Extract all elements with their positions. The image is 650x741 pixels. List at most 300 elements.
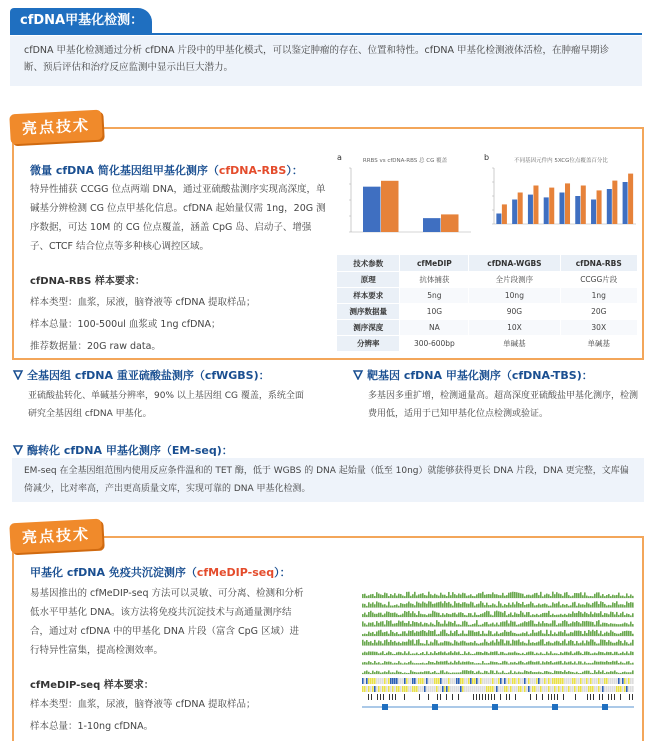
coverage-bar: [476, 663, 478, 664]
coverage-bar: [452, 663, 454, 665]
cpg-tick: [506, 694, 507, 700]
coverage-bar: [502, 593, 504, 598]
coverage-bar: [466, 662, 468, 665]
coverage-bar: [390, 662, 392, 665]
coverage-bar: [372, 602, 374, 607]
methylation-cell: [416, 678, 418, 684]
coverage-bar: [538, 595, 540, 598]
coverage-bar: [520, 604, 522, 607]
coverage-bar: [396, 604, 398, 607]
coverage-bar: [506, 673, 508, 674]
coverage-bar: [372, 671, 374, 674]
methylation-cell: [408, 686, 410, 692]
coverage-bar: [414, 654, 416, 655]
coverage-bar: [412, 639, 414, 645]
coverage-bar: [604, 604, 606, 608]
coverage-bar: [442, 595, 444, 598]
coverage-bar: [568, 652, 570, 655]
coverage-bar: [578, 631, 580, 636]
coverage-bar: [550, 661, 552, 665]
methylation-cell: [510, 678, 512, 684]
coverage-bar: [546, 623, 548, 626]
coverage-bar: [588, 604, 590, 608]
methylation-cell: [572, 686, 574, 692]
bar: [612, 181, 617, 224]
coverage-bar: [452, 644, 454, 646]
coverage-bar: [468, 630, 470, 636]
methylation-cell: [434, 686, 436, 692]
coverage-bar: [592, 640, 594, 646]
coverage-bar: [488, 663, 490, 665]
coverage-bar: [470, 642, 472, 645]
coverage-bar: [400, 622, 402, 627]
coverage-bar: [604, 662, 606, 665]
cpg-tick: [488, 694, 489, 700]
methylation-cell: [512, 678, 514, 684]
coverage-bar: [608, 605, 610, 608]
coverage-bar: [450, 604, 452, 608]
methylation-cell: [550, 678, 552, 684]
coverage-bar: [496, 671, 498, 674]
coverage-bar: [588, 671, 590, 674]
coverage-bar: [558, 623, 560, 626]
coverage-bar: [540, 640, 542, 646]
coverage-bar: [504, 596, 506, 598]
table-cell: 测序深度: [337, 320, 400, 336]
coverage-bar: [544, 613, 546, 617]
coverage-bar: [546, 661, 548, 664]
coverage-bar: [536, 605, 538, 607]
coverage-bar: [374, 625, 376, 627]
coverage-bar: [372, 651, 374, 655]
coverage-bar: [566, 663, 568, 665]
coverage-bar: [450, 651, 452, 655]
coverage-bar: [510, 644, 512, 646]
coverage-bar: [388, 662, 390, 665]
coverage-bar: [428, 592, 430, 598]
coverage-bar: [400, 594, 402, 598]
table-cell: 10ng: [469, 288, 560, 304]
methylation-cell: [524, 678, 526, 684]
coverage-bar: [536, 632, 538, 636]
coverage-bar: [626, 631, 628, 636]
coverage-bar: [502, 671, 504, 674]
methylation-cell: [596, 686, 598, 692]
bar: [559, 193, 564, 225]
methylation-cell: [470, 678, 472, 684]
coverage-bar: [592, 622, 594, 626]
gene-exon: [492, 704, 498, 710]
coverage-bar: [380, 664, 382, 665]
coverage-bar: [602, 662, 604, 665]
coverage-bar: [496, 662, 498, 664]
coverage-bar: [492, 652, 494, 655]
coverage-bar: [476, 643, 478, 645]
coverage-bar: [504, 673, 506, 674]
coverage-bar: [386, 620, 388, 626]
coverage-bar: [408, 651, 410, 655]
cpg-tick: [620, 694, 621, 700]
coverage-bar: [596, 601, 598, 607]
coverage-bar: [422, 643, 424, 645]
coverage-bar: [426, 632, 428, 636]
methylation-cell: [472, 678, 474, 684]
coverage-bar: [384, 640, 386, 645]
coverage-bar: [420, 594, 422, 598]
coverage-bar: [408, 631, 410, 636]
coverage-bar: [488, 611, 490, 617]
methylation-cell: [618, 686, 620, 692]
coverage-bar: [426, 640, 428, 645]
coverage-bar: [368, 672, 370, 674]
coverage-bar: [484, 639, 486, 645]
coverage-bar: [616, 661, 618, 665]
methylation-cell: [532, 686, 534, 692]
coverage-bar: [446, 633, 448, 636]
coverage-bar: [618, 663, 620, 665]
coverage-bar: [430, 614, 432, 617]
coverage-bar: [584, 605, 586, 608]
cpg-tick: [383, 694, 384, 700]
coverage-bar: [472, 654, 474, 655]
bar: [597, 190, 602, 224]
coverage-bar: [412, 672, 414, 674]
coverage-bar: [600, 639, 602, 645]
coverage-bar: [402, 631, 404, 636]
methylation-cell: [406, 678, 408, 684]
coverage-bar: [558, 671, 560, 674]
coverage-bar: [626, 593, 628, 598]
coverage-bar: [400, 603, 402, 607]
methylation-cell: [372, 686, 374, 692]
coverage-bar: [490, 661, 492, 664]
coverage-bar: [608, 652, 610, 655]
coverage-bar: [384, 671, 386, 674]
coverage-bar: [604, 653, 606, 655]
coverage-bar: [382, 621, 384, 626]
methylation-cell: [616, 686, 618, 692]
coverage-bar: [556, 671, 558, 674]
coverage-bar: [476, 604, 478, 607]
coverage-bar: [474, 612, 476, 617]
diamond-icon: [12, 443, 24, 455]
bar: [502, 204, 507, 224]
coverage-bar: [594, 625, 596, 627]
methylation-cell: [562, 686, 564, 692]
coverage-bar: [416, 602, 418, 608]
methylation-cell: [438, 686, 440, 692]
coverage-bar: [628, 672, 630, 674]
methylation-cell: [404, 686, 406, 692]
coverage-bar: [376, 642, 378, 645]
coverage-bar: [574, 613, 576, 617]
coverage-bar: [580, 661, 582, 664]
coverage-bar: [570, 614, 572, 617]
methylation-cell: [398, 686, 400, 692]
coverage-bar: [418, 639, 420, 645]
coverage-bar: [544, 644, 546, 646]
coverage-bar: [476, 652, 478, 655]
coverage-bar: [388, 634, 390, 636]
coverage-bar: [428, 671, 430, 674]
methylation-cell: [534, 678, 536, 684]
gene-exon: [552, 704, 558, 710]
coverage-bar: [622, 612, 624, 617]
coverage-bar: [426, 604, 428, 608]
coverage-bar: [580, 643, 582, 646]
coverage-bar: [612, 643, 614, 646]
cpg-tick: [479, 694, 480, 700]
coverage-bar: [528, 634, 530, 636]
coverage-bar: [486, 611, 488, 617]
coverage-bar: [520, 672, 522, 674]
coverage-bar: [478, 615, 480, 617]
methylation-cell: [594, 678, 596, 684]
coverage-bar: [440, 642, 442, 645]
coverage-bar: [422, 630, 424, 636]
coverage-bar: [590, 654, 592, 655]
coverage-bar: [454, 594, 456, 598]
coverage-bar: [466, 643, 468, 646]
coverage-bar: [378, 602, 380, 607]
coverage-bar: [568, 641, 570, 646]
coverage-bar: [416, 653, 418, 655]
methylation-cell: [446, 678, 448, 684]
coverage-bar: [452, 606, 454, 608]
table-cell: 10X: [469, 320, 560, 336]
methylation-cell: [560, 686, 562, 692]
coverage-bar: [380, 613, 382, 617]
coverage-bar: [478, 663, 480, 664]
highlight-badge: 亮点技术: [9, 519, 102, 554]
coverage-bar: [386, 653, 388, 655]
coverage-bar: [522, 602, 524, 608]
coverage-bar: [618, 624, 620, 626]
methylation-cell: [460, 686, 462, 692]
coverage-bar: [566, 615, 568, 617]
methylation-cell: [508, 678, 510, 684]
coverage-bar: [462, 593, 464, 598]
coverage-bar: [420, 663, 422, 665]
coverage-bar: [500, 633, 502, 636]
coverage-bar: [418, 663, 420, 664]
bar: [533, 186, 538, 225]
coverage-bar: [514, 662, 516, 665]
coverage-bar: [430, 642, 432, 646]
table-row: [337, 320, 638, 336]
methylation-cell: [396, 686, 398, 692]
tbs-description: 多基因多重扩增，检测通量高。超高深度亚硫酸盐甲基化测序，检测费用低，适用于已知甲基化位点检测或验证。: [368, 391, 639, 419]
coverage-bar: [516, 640, 518, 645]
methylation-cell: [562, 678, 564, 684]
methylation-cell: [560, 678, 562, 684]
coverage-bar: [576, 606, 578, 608]
methylation-cell: [456, 686, 458, 692]
coverage-bar: [582, 663, 584, 664]
methylation-cell: [374, 686, 376, 692]
coverage-bar: [394, 633, 396, 636]
coverage-bar: [486, 603, 488, 608]
methylation-cell: [516, 678, 518, 684]
methylation-cell: [598, 686, 600, 692]
coverage-bar: [502, 652, 504, 655]
methylation-cell: [394, 678, 396, 684]
coverage-bar: [390, 652, 392, 655]
methylation-cell: [552, 678, 554, 684]
coverage-bar: [540, 605, 542, 608]
methylation-cell: [540, 686, 542, 692]
coverage-bar: [586, 621, 588, 627]
coverage-bar: [576, 631, 578, 636]
table-cell: 10G: [400, 304, 469, 320]
coverage-bar: [544, 671, 546, 674]
coverage-bar: [442, 643, 444, 646]
coverage-bar: [584, 662, 586, 665]
coverage-bar: [362, 653, 364, 655]
coverage-bar: [502, 640, 504, 646]
coverage-bar: [594, 653, 596, 655]
coverage-bar: [586, 602, 588, 607]
methylation-cell: [388, 678, 390, 684]
table-cell: 测序数据量: [337, 304, 400, 320]
coverage-bar: [620, 641, 622, 646]
coverage-bar: [462, 631, 464, 636]
table-header: cfMeDIP: [400, 255, 469, 272]
coverage-bar: [516, 602, 518, 608]
coverage-bar: [586, 651, 588, 655]
coverage-bar: [410, 624, 412, 626]
coverage-bar: [436, 661, 438, 665]
coverage-bar: [426, 623, 428, 626]
methylation-cell: [500, 678, 502, 684]
coverage-bar: [368, 602, 370, 607]
coverage-bar: [470, 625, 472, 627]
coverage-bar: [464, 621, 466, 627]
coverage-bar: [572, 641, 574, 645]
coverage-bar: [612, 654, 614, 655]
coverage-bar: [574, 593, 576, 598]
coverage-bar: [618, 605, 620, 608]
coverage-bar: [584, 671, 586, 674]
coverage-bar: [494, 594, 496, 598]
rbs-description: 特异性捕获 CCGG 位点两端 DNA，通过亚硫酸盐测序实现高深度，单碱基分辨检测 CG 位点甲基化信息。cfDNA 起始量仅需 1ng，20G 测序数据，可达 10M 的 CG 位点覆盖，涵盖 CpG 岛、启动子、增强子、CTCF 结合位点等多种核心调控区域。: [30, 184, 326, 252]
methylation-cell: [556, 686, 558, 692]
methylation-cell: [462, 678, 464, 684]
coverage-bar: [596, 613, 598, 617]
methylation-cell: [432, 686, 434, 692]
coverage-bar: [482, 592, 484, 598]
coverage-bar: [624, 653, 626, 655]
coverage-bar: [592, 663, 594, 665]
methylation-cell: [520, 686, 522, 692]
coverage-bar: [468, 604, 470, 608]
coverage-bar: [530, 661, 532, 665]
methylation-cell: [410, 678, 412, 684]
cpg-tick: [536, 694, 537, 700]
coverage-bar: [488, 673, 490, 674]
coverage-bar: [610, 671, 612, 674]
coverage-bar: [390, 594, 392, 598]
coverage-bar: [520, 623, 522, 626]
coverage-bar: [526, 622, 528, 626]
coverage-bar: [536, 614, 538, 617]
coverage-bar: [484, 605, 486, 607]
coverage-bar: [366, 606, 368, 608]
coverage-bar: [522, 672, 524, 674]
coverage-bar: [436, 673, 438, 674]
coverage-bar: [376, 614, 378, 617]
coverage-bar: [616, 652, 618, 655]
coverage-bar: [504, 653, 506, 655]
coverage-bar: [438, 673, 440, 674]
methylation-cell: [622, 678, 624, 684]
coverage-bar: [368, 651, 370, 655]
coverage-bar: [580, 612, 582, 617]
highlight-badge: 亮点技术: [9, 110, 102, 145]
table-cell: 20G: [560, 304, 638, 320]
methylation-cell: [482, 686, 484, 692]
coverage-bar: [606, 661, 608, 665]
methylation-cell: [566, 678, 568, 684]
coverage-bar: [448, 673, 450, 674]
emseq-title: 酶转化 cfDNA 甲基化测序（EM-seq)：: [12, 442, 233, 458]
coverage-bar: [576, 593, 578, 598]
coverage-bar: [434, 651, 436, 655]
coverage-bar: [506, 632, 508, 636]
chart-b: [482, 150, 640, 250]
methylation-cell: [452, 678, 454, 684]
coverage-bar: [410, 603, 412, 607]
coverage-bar: [618, 634, 620, 636]
coverage-bar: [628, 603, 630, 608]
list-item: 推荐数据量：20G raw data。: [30, 341, 161, 352]
coverage-bar: [410, 640, 412, 645]
methylation-cell: [620, 686, 622, 692]
methylation-cell: [596, 678, 598, 684]
coverage-bar: [620, 624, 622, 626]
coverage-bar: [542, 633, 544, 636]
coverage-bar: [406, 642, 408, 646]
coverage-bar: [448, 621, 450, 626]
coverage-bar: [556, 662, 558, 665]
coverage-bar: [442, 670, 444, 674]
coverage-bar: [568, 624, 570, 627]
coverage-bar: [588, 614, 590, 617]
table-row: [337, 272, 638, 288]
coverage-bar: [592, 630, 594, 636]
coverage-bar: [546, 594, 548, 598]
methylation-cell: [400, 686, 402, 692]
coverage-bar: [502, 661, 504, 664]
coverage-bar: [392, 613, 394, 617]
wgbs-title: 全基因组 cfDNA 重亚硫酸盐测序（cfWGBS)：: [12, 367, 270, 383]
diamond-icon: [12, 368, 24, 380]
coverage-bar: [472, 596, 474, 598]
coverage-bar: [454, 621, 456, 627]
coverage-bar: [470, 602, 472, 608]
coverage-bar: [526, 604, 528, 607]
coverage-bar: [612, 632, 614, 636]
coverage-bar: [588, 621, 590, 626]
coverage-bar: [456, 603, 458, 607]
coverage-bar: [454, 613, 456, 617]
coverage-bar: [474, 654, 476, 655]
coverage-bar: [610, 612, 612, 617]
coverage-bar: [566, 643, 568, 645]
coverage-bar: [366, 671, 368, 674]
coverage-bar: [514, 651, 516, 655]
coverage-bar: [494, 633, 496, 636]
